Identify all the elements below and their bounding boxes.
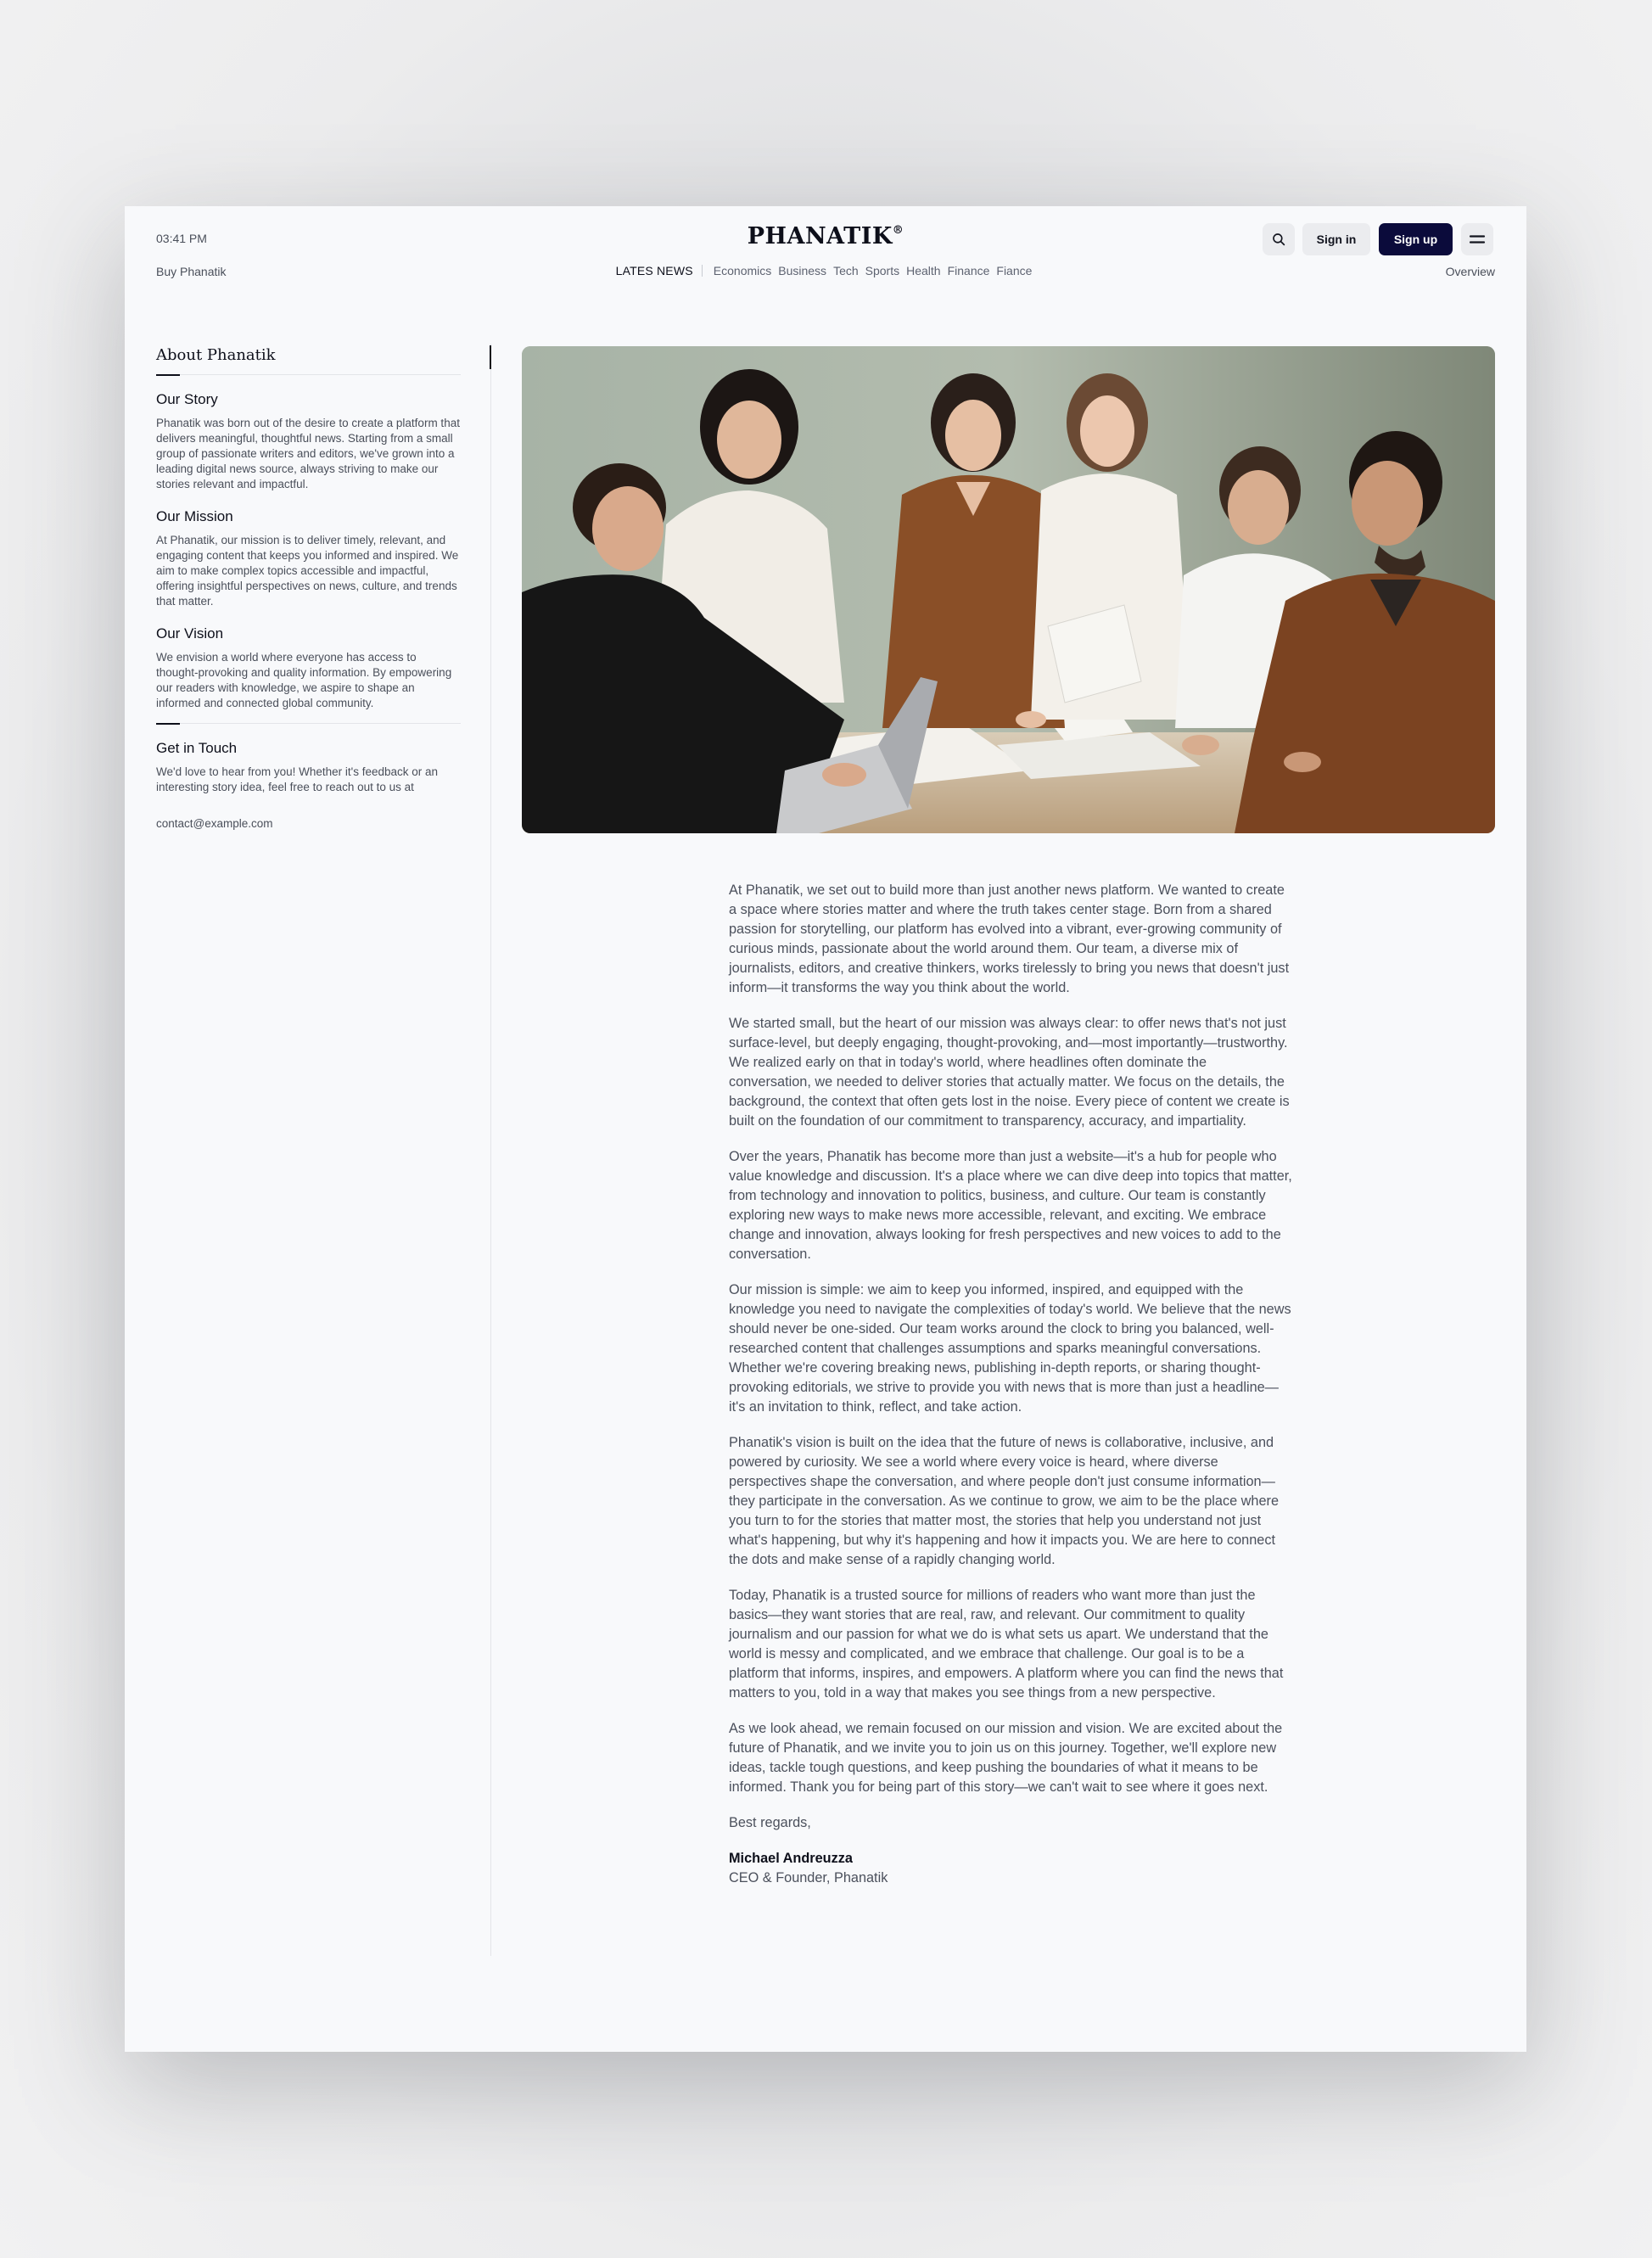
nav-item-tech[interactable]: Tech [833, 264, 859, 277]
our-mission-text: At Phanatik, our mission is to deliver timely, relevant, and engaging content that keeps you informed and inspired. We aim to make complex topics accessible and impactful, offering insightful perspectives on news, culture, and trends that matter. [156, 534, 459, 608]
sidebar-divider [156, 374, 461, 375]
nav-item-economics[interactable]: Economics [713, 264, 772, 277]
our-vision-heading: Our Vision [156, 625, 224, 642]
nav-item-business[interactable]: Business [778, 264, 827, 277]
get-in-touch-heading: Get in Touch [156, 740, 238, 756]
overview-link[interactable]: Overview [1445, 265, 1495, 278]
our-mission-heading: Our Mission [156, 508, 233, 524]
article-paragraph: Today, Phanatik is a trusted source for millions of readers who want more than just the basics—they want stories that are real, raw, and relevant. Our commitment to quality journalism and our passion for what we do is what sets us apart. We understand that the world is messy and complicated, and we embrace that challenge. Our goal is to be a platform that informs, inspires, and empowers. A platform where you can find the news that matters to you, told in a way that makes you see things from a new perspective. [729, 1588, 1284, 1701]
nav-separator [702, 265, 703, 277]
menu-button[interactable] [1461, 223, 1493, 255]
sidebar-title: About Phanatik [156, 346, 276, 364]
buy-phanatik-link[interactable]: Buy Phanatik [156, 265, 227, 278]
menu-icon [1469, 233, 1486, 245]
search-icon [1271, 232, 1286, 247]
nav-item-fiance[interactable]: Fiance [996, 264, 1033, 277]
about-article [729, 881, 1292, 1888]
get-in-touch-text: We'd love to hear from you! Whether it's feedback or an interesting story idea, feel free to reach out to us at [156, 765, 439, 793]
article-paragraph: As we look ahead, we remain focused on our mission and vision. We are excited about the future of Phanatik, and we invite you to join us on this journey. Together, we'll explore new ideas, tackle tough questions, and keep pushing the boundaries of what it means to be informed. Thank you for being part of this story—we can't wait to see where it goes next. [729, 1721, 1283, 1795]
contact-email-link[interactable]: contact@example.com [156, 817, 273, 830]
sidebar-divider [156, 723, 461, 724]
about-sidebar [156, 345, 461, 830]
nav-item-finance[interactable]: Finance [947, 264, 990, 277]
sign-up-button[interactable]: Sign up [1379, 223, 1453, 255]
nav-item-sports[interactable]: Sports [865, 264, 900, 277]
column-divider-marker [490, 345, 491, 369]
column-divider [490, 344, 491, 1956]
nav-latest-news[interactable]: LATES NEWS [615, 264, 693, 277]
search-button[interactable] [1263, 223, 1295, 255]
logo-registered-mark: ® [892, 224, 904, 237]
closing-line: Best regards, [729, 1815, 811, 1830]
article-paragraph: Phanatik's vision is built on the idea that the future of news is collaborative, inclusive, and powered by curiosity. We see a world where every voice is heard, where diverse perspectives shape the conversation, and where people don't just consume information—they participate in the conversation. As we continue to grow, we aim to be the place where you turn to for the stories that matter most, the stories that help you understand not just what's happening, but why it's happening and how it impacts you. We are here to connect the dots and make sense of a rapidly changing world. [729, 1435, 1280, 1567]
team-meeting-photo [522, 346, 1495, 833]
article-paragraph: We started small, but the heart of our mission was always clear: to offer news that's not just surface-level, but deeply engaging, thought-provoking, and—most importantly—trustworthy. We realized early on that in today's world, where headlines often dominate the conversation, we needed to deliver stories that actually matter. We focus on the details, the background, the context that often gets lost in the noise. Every piece of content we create is built on the foundation of our commitment to transparency, accuracy, and impartiality. [729, 1016, 1290, 1129]
article-paragraph: Over the years, Phanatik has become more than just a website—it's a hub for people who value knowledge and discussion. It's a place where we can dive deep into topics that matter, from technology and innovation to politics, business, and culture. Our team is constantly exploring new ways to make news more accessible, relevant, and exciting. We embrace change and innovation, always looking for fresh perspectives and new voices to add to the conversation. [729, 1149, 1292, 1262]
sign-in-button[interactable]: Sign in [1302, 223, 1370, 255]
clock-time: 03:41 PM [156, 232, 207, 245]
nav-item-health[interactable]: Health [906, 264, 941, 277]
our-vision-text: We envision a world where everyone has access to thought-provoking and quality information. By empowering our readers with knowledge, we aspire to shape an informed and connected global community. [156, 651, 452, 709]
article-paragraph: At Phanatik, we set out to build more than just another news platform. We wanted to create a space where stories matter and where the truth takes center stage. Born from a shared passion for storytelling, our platform has evolved into a vibrant, ever-growing community of curious minds, passionate about the world around them. Our team, a diverse mix of journalists, editors, and creative thinkers, works tirelessly to bring you news that doesn't just inform—it transforms the way you think about the world. [729, 882, 1290, 995]
article-paragraph: Our mission is simple: we aim to keep you informed, inspired, and equipped with the knowledge you need to navigate the complexities of today's world. We believe that the news should never be one-sided. Our team works around the clock to bring you balanced, well-researched content that challenges assumptions and sparks meaningful conversations. Whether we're covering breaking news, publishing in-depth reports, or sharing thought-provoking editorials, we strive to provide you with news that is more than just a headline—it's an invitation to think, reflect, and take action. [729, 1282, 1291, 1415]
author-role: CEO & Founder, Phanatik [729, 1870, 888, 1885]
our-story-text: Phanatik was born out of the desire to create a platform that delivers meaningful, thoughtful news. Starting from a small group of passionate writers and editors, we've grown into a leading digital news source, always striving to make our stories relevant and impactful. [156, 417, 460, 490]
author-name: Michael Andreuzza [729, 1851, 853, 1866]
our-story-heading: Our Story [156, 391, 218, 407]
about-page [125, 206, 1526, 2052]
logo-text: PHANATIK [747, 223, 893, 249]
team-meeting-illustration [522, 346, 1495, 833]
category-nav [125, 264, 1526, 277]
